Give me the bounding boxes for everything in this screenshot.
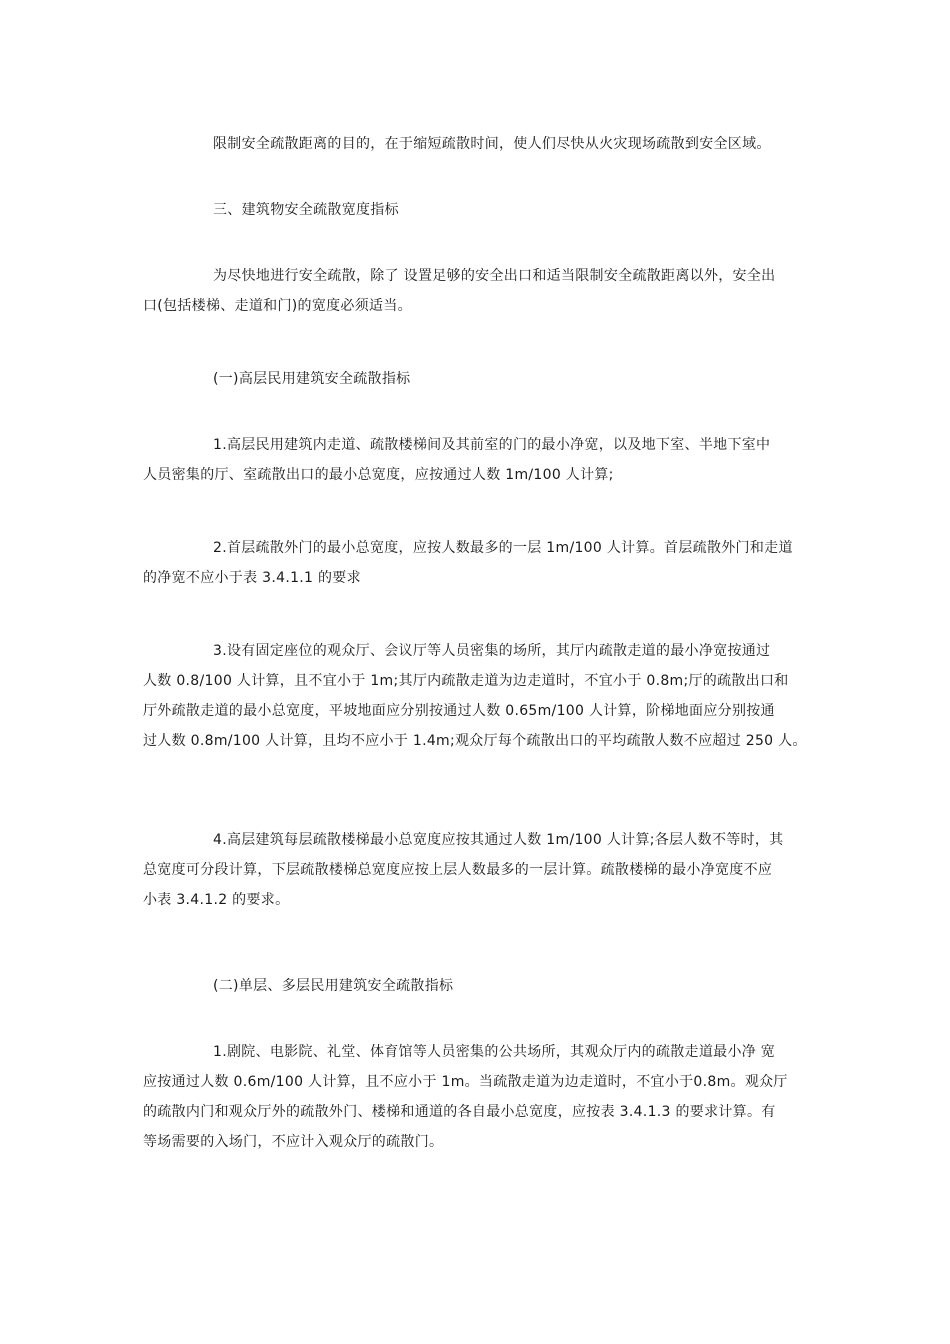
- text-line: 人员密集的厅、室疏散出口的最小总宽度，应按通过人数 1m/100 人计算;: [143, 467, 614, 483]
- text-line: 小表 3.4.1.2 的要求。: [143, 892, 290, 908]
- text-line: 等场需要的入场门，不应计入观众厅的疏散门。: [143, 1134, 444, 1150]
- text-line: 口(包括楼梯、走道和门)的宽度必须适当。: [143, 298, 412, 314]
- text-line: 1.高层民用建筑内走道、疏散楼梯间及其前室的门的最小净宽，以及地下室、半地下室中: [213, 437, 771, 453]
- text-line: 过人数 0.8m/100 人计算，且均不应小于 1.4m;观众厅每个疏散出口的平均疏散人数不应超过 250 人。: [143, 733, 807, 749]
- subsection-heading-low-multi-storey: [143, 971, 807, 1001]
- text-line: 总宽度可分段计算，下层疏散楼梯总宽度应按上层人数最多的一层计算。疏散楼梯的最小净宽度不应: [143, 862, 773, 878]
- paragraph-item-1-low-multi-storey: [143, 1037, 807, 1157]
- text-line: (二)单层、多层民用建筑安全疏散指标: [213, 978, 454, 994]
- paragraph-item-2-high-rise: [143, 533, 807, 593]
- text-line: 1.剧院、电影院、礼堂、体育馆等人员密集的公共场所，其观众厅内的疏散走道最小净 宽: [213, 1044, 776, 1060]
- paragraph-item-4-high-rise: [143, 825, 807, 915]
- text-line: 厅外疏散走道的最小总宽度，平坡地面应分别按通过人数 0.65m/100 人计算，阶梯地面应分别按通: [143, 703, 775, 719]
- text-line: 的净宽不应小于表 3.4.1.1 的要求: [143, 570, 361, 586]
- section-heading-width-indicators: [143, 195, 807, 225]
- text-line: 人数 0.8/100 人计算，且不宜小于 1m;其厅内疏散走道为边走道时，不宜小于 0.8m;厅的疏散出口和: [143, 673, 789, 689]
- text-line: 的疏散内门和观众厅外的疏散外门、楼梯和通道的各自最小总宽度，应按表 3.4.1.3 的要求计算。有: [143, 1104, 776, 1120]
- paragraph-exit-width-intro: [143, 261, 807, 321]
- paragraph-item-1-high-rise: [143, 430, 807, 490]
- text-line: 三、建筑物安全疏散宽度指标: [213, 202, 399, 218]
- text-line: 2.首层疏散外门的最小总宽度，应按人数最多的一层 1m/100 人计算。首层疏散外门和走道: [213, 540, 793, 556]
- text-line: 应按通过人数 0.6m/100 人计算，且不应小于 1m。当疏散走道为边走道时，不宜小于0.8m。观众厅: [143, 1074, 788, 1090]
- text-line: 限制安全疏散距离的目的，在于缩短疏散时间，使人们尽快从火灾现场疏散到安全区域。: [213, 136, 771, 152]
- text-line: (一)高层民用建筑安全疏散指标: [213, 371, 411, 387]
- text-line: 为尽快地进行安全疏散，除了 设置足够的安全出口和适当限制安全疏散距离以外，安全出: [213, 268, 776, 284]
- subsection-heading-high-rise: [143, 364, 807, 394]
- paragraph-item-3-high-rise: [143, 636, 807, 756]
- paragraph-evacuation-distance-purpose: [143, 129, 807, 159]
- text-line: 3.设有固定座位的观众厅、会议厅等人员密集的场所，其厅内疏散走道的最小净宽按通过: [213, 643, 771, 659]
- text-line: 4.高层建筑每层疏散楼梯最小总宽度应按其通过人数 1m/100 人计算;各层人数不等时，其: [213, 832, 784, 848]
